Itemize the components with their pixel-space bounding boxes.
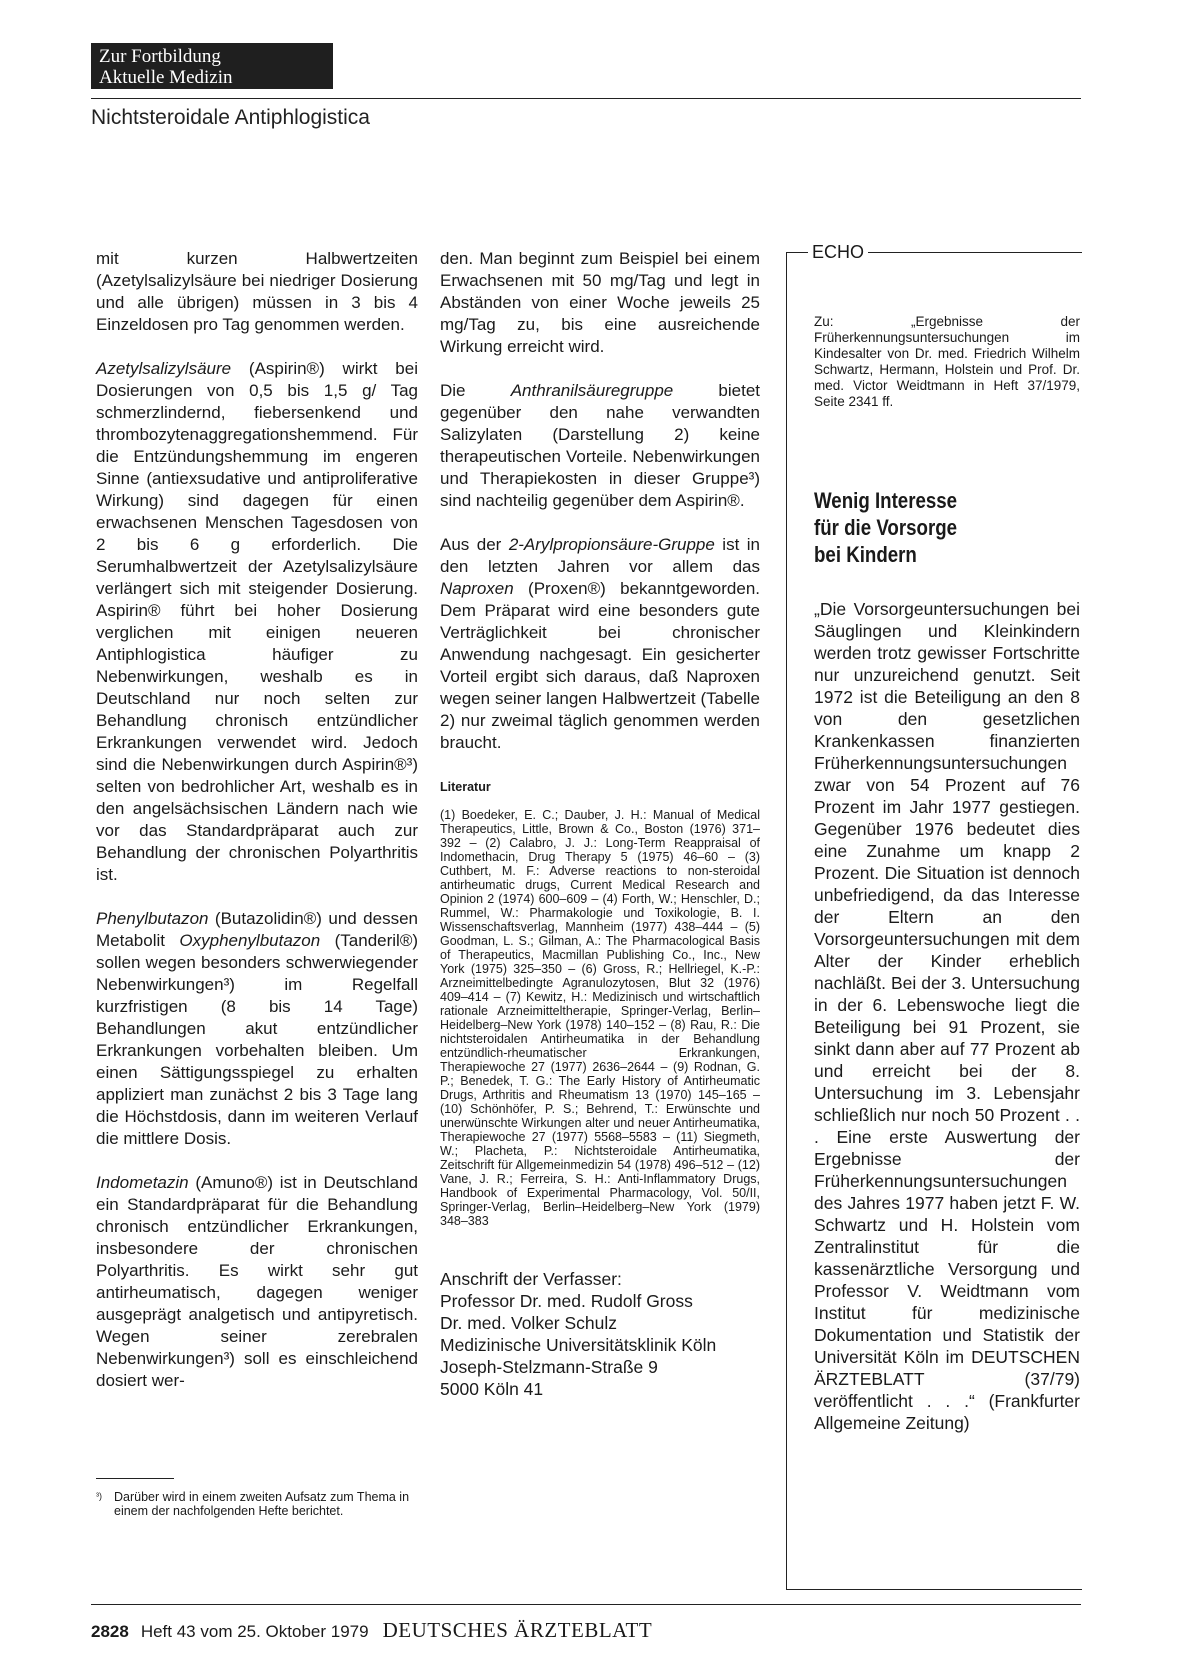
headline-line: für die Vorsorge: [814, 515, 958, 540]
address-line: Joseph-Stelzmann-Straße 9: [440, 1357, 658, 1377]
drug-name: Indometazin: [96, 1173, 189, 1192]
drug-group: 2-Arylpropionsäure-Gruppe: [508, 535, 715, 554]
journal-name: DEUTSCHES ÄRZTEBLATT: [382, 1618, 653, 1642]
drug-name: Oxyphenylbutazon: [179, 931, 321, 950]
footnote-text: Darüber wird in einem zweiten Aufsatz zum Thema in einem der nachfolgenden Hefte berichtet.: [114, 1490, 410, 1518]
footer-rule: [91, 1604, 1081, 1605]
paragraph-text: (Aspirin®) wirkt bei Dosierungen von 0,5 bis 1,5 g/ Tag schmerzlindernd, fiebersenkend und thrombozytenaggregationshemmend. Für die Entzündungshemmung im engeren Sinne (antiexsudative und antiproliferative Wirkung) sind dagegen für einen erwachsenen Menschen Tagesdosen von 2 bis 6 g erforderlich. Die Serumhalbwertzeit der Azetylsalizylsäure verlängert sich mit steigender Dosierung. Aspirin® führt bei hoher Dosierung verglichen mit einigen neueren Antiphlogistica häufiger zu Nebenwirkungen, weshalb es in Deutschland nur noch selten zur Behandlung chronisch entzündlicher Erkrankungen verwendet wird. Jedoch sind die Nebenwirkungen durch Aspirin®³) selten von bedrohlicher Art, weshalb es in den angelsächsischen Ländern nach wie vor das Standardpräparat auch zur Behandlung der chronischen Polyarthritis ist.: [96, 359, 418, 884]
footnote: [96, 1490, 418, 1518]
issue-info: Heft 43 vom 25. Oktober 1979: [140, 1622, 369, 1641]
drug-name: Naproxen: [440, 579, 514, 598]
paragraph-text: bietet gegenüber den nahe verwandten Salizylaten (Darstellung 2) keine therapeutischen Vorteile. Nebenwirkungen und Therapiekosten in dieser Gruppe³) sind nachteilig gegenüber dem Aspirin®.: [440, 381, 761, 510]
address-line: 5000 Köln 41: [440, 1379, 544, 1399]
paragraph: mit kurzen Halbwertzeiten (Azetylsalizylsäure bei niedriger Dosierung und alle übrigen) müssen in 3 bis 4 Einzeldosen pro Tag genommen werden.: [96, 249, 418, 334]
literature-list: (1) Boedeker, E. C.; Dauber, J. H.: Manual of Medical Therapeutics, Little, Brown & Co., Boston (1976) 371–392 – (2) Calabro, J. J.: Long-Term Reappraisal of Indomethacin, Drug Therapy 5 (1975) 46–60 – (3) Cuthbert, M. F.: Adverse reactions to non-steroidal antirheumatic drugs, Current Medical Research and Opinion 2 (1974) 600–609 – (4) Forth, W.; Henschler, D.; Rummel, W.: Pharmakologie und Toxikologie, B. I. Wissenschaftsverlag, Mannheim (1977) 438–444 – (5) Goodman, L. S.; Gilman, A.: The Pharmacological Basis of Therapeutics, Macmillan Publishing Co., Inc., New York (1975) 325–350 – (6) Gross, R.; Hellriegel, K.-P.: Arzneimittelbedingte Agranulozytosen, Blut 32 (1976) 409–414 – (7) Kewitz, H.: Medizinisch und wirtschaftlich rationale Arzneimitteltherapie, Springer-Verlag, Berlin–Heidelberg–New York (1978) 140–152 – (8) Rau, R.: Die nichtsteroidalen Antirheumatika in der Behandlung entzündlich-rheumatischer Erkrankungen, Therapiewoche 27 (1977) 2636–2644 – (9) Rodnan, G. P.; Benedek, T. G.: The Early History of Antirheumatic Drugs, Arthritis and Rheumatism 13 (1970) 145–165 – (10) Schönhöfer, P. S.; Behrend, T.: Erwünschte und unerwünschte Wirkungen alter und neuer Antirheumatika, Therapiewoche 27 (1977) 5568–5583 – (11) Siegmeth, W.; Placheta, P.: Nichtsteroidale Antirheumatika, Zeitschrift für Allgemeinmedizin 54 (1978) 496–512 – (12) Vane, J. R.; Ferreira, S. H.: Anti-Inflammatory Drugs, Handbook of Experimental Pharmacology, Vol. 50/II, Springer-Verlag, Berlin–Heidelberg–New York (1979) 348–383: [440, 808, 760, 1228]
literature-heading: Literatur: [440, 780, 491, 794]
page-footer: [91, 1618, 652, 1643]
author-address: [440, 1268, 760, 1400]
paragraph-aspirin: [96, 358, 418, 886]
paragraph-indometazin: [96, 1172, 418, 1392]
echo-label: ECHO: [808, 241, 868, 263]
paragraph-naproxen: [440, 534, 760, 754]
page-number: 2828: [91, 1622, 129, 1641]
paragraph-text: Die: [440, 381, 511, 400]
footnote-mark: ³): [96, 1491, 102, 1501]
echo-reference: Zu: „Ergebnisse der Früherkennungsuntersuchungen im Kindesalter von Dr. med. Friedrich Wilhelm Schwartz, Hermann, Holstein und Prof. Dr. med. Victor Weidtmann in Heft 37/1979, Seite 2341 ff.: [814, 314, 1080, 409]
section-label: [91, 43, 333, 89]
header-rule: [91, 98, 1081, 99]
footnote-rule: [96, 1478, 174, 1479]
address-line: Medizinische Universitätsklinik Köln: [440, 1335, 717, 1355]
drug-name: Azetylsalizylsäure: [96, 359, 232, 378]
paragraph-phenylbutazon: [96, 908, 418, 1150]
echo-body: „Die Vorsorgeuntersuchungen bei Säuglingen und Kleinkindern werden trotz gewisser Fortschritte nur unzureichend genutzt. Seit 1972 ist die Beteiligung an den 8 von den gesetzlichen Krankenkassen finanzierten Früherkennungsuntersuchungen zwar von 54 Prozent auf 76 Prozent im Jahr 1977 gestiegen. Gegenüber 1976 bedeutet dies eine Zunahme um knapp 2 Prozent. Die Situation ist dennoch unbefriedigend, da das Interesse der Eltern an den Vorsorgeuntersuchungen mit dem Alter der Kinder erheblich nachläßt. Bei der 3. Untersuchung in der 6. Lebenswoche liegt die Beteiligung bei 91 Prozent, sie sinkt dann aber auf 77 Prozent ab und erreicht bei der 8. Untersuchung im 3. Lebensjahr schließlich nur noch 50 Prozent . . . Eine erste Auswertung der Ergebnisse der Früherkennungsuntersuchungen des Jahres 1977 haben jetzt F. W. Schwartz und H. Holstein vom Zentralinstitut für die kassenärztliche Versorgung und Professor V. Weidtmann vom Institut für medizinische Dokumentation und Statistik der Universität Köln im DEUTSCHEN ÄRZTEBLATT (37/79) veröffentlicht . . .“ (Frankfurter Allgemeine Zeitung): [814, 599, 1080, 1433]
headline-line: bei Kindern: [814, 542, 917, 567]
address-line: Anschrift der Verfasser:: [440, 1269, 622, 1289]
paragraph-text: (Proxen®) bekanntgeworden. Dem Präparat wird eine besonders gute Verträglichkeit bei chronischer Anwendung nachgesagt. Ein gesicherter Vorteil ergibt sich daraus, daß Naproxen wegen seiner langen Halbwertzeit (Tabelle 2) nur zweimal täglich genommen werden braucht.: [440, 579, 760, 752]
paragraph-text: Aus der: [440, 535, 509, 554]
paragraph-text: ist in den letzten Jahren vor allem das: [440, 535, 760, 576]
section-label-line1: Zur Fortbildung: [99, 46, 221, 67]
address-line: Dr. med. Volker Schulz: [440, 1313, 618, 1333]
section-label-line2: Aktuelle Medizin: [99, 67, 233, 88]
article-column-2: [440, 248, 760, 1400]
drug-group: Anthranilsäuregruppe: [510, 381, 674, 400]
running-title: Nichtsteroidale Antiphlogistica: [91, 106, 370, 129]
paragraph: den. Man beginnt zum Beispiel bei einem Erwachsenen mit 50 mg/Tag und legt in Abständen von einer Woche jeweils 25 mg/Tag zu, bis eine ausreichende Wirkung erreicht wird.: [440, 249, 760, 356]
address-line: Professor Dr. med. Rudolf Gross: [440, 1291, 693, 1311]
drug-name: Phenylbutazon: [96, 909, 209, 928]
paragraph-text: (Tanderil®) sollen wegen besonders schwerwiegender Nebenwirkungen³) im Regelfall kurzfristigen (8 bis 14 Tage) Behandlungen akut entzündlicher Erkrankungen vorbehalten bleiben. Um einen Sättigungsspiegel zu erhalten appliziert man zunächst 2 bis 3 Tage lang die Höchstdosis, dann im weiteren Verlauf die mittlere Dosis.: [96, 931, 419, 1148]
echo-headline: [814, 487, 1040, 568]
paragraph-anthranilsaeure: [440, 380, 760, 512]
headline-line: Wenig Interesse: [814, 488, 958, 513]
article-column-1: [96, 248, 418, 1414]
paragraph-text: (Butazolidin®) und dessen Metabolit: [96, 909, 418, 950]
paragraph-text: (Amuno®) ist in Deutschland ein Standardpräparat für die Behandlung chronisch entzündlicher Erkrankungen, insbesondere der chronischen Polyarthritis. Es wirkt sehr gut antirheumatisch, dagegen weniger ausgeprägt analgetisch und antipyretisch. Wegen seiner zerebralen Nebenwirkungen³) soll es einschleichend dosiert wer-: [96, 1173, 418, 1390]
